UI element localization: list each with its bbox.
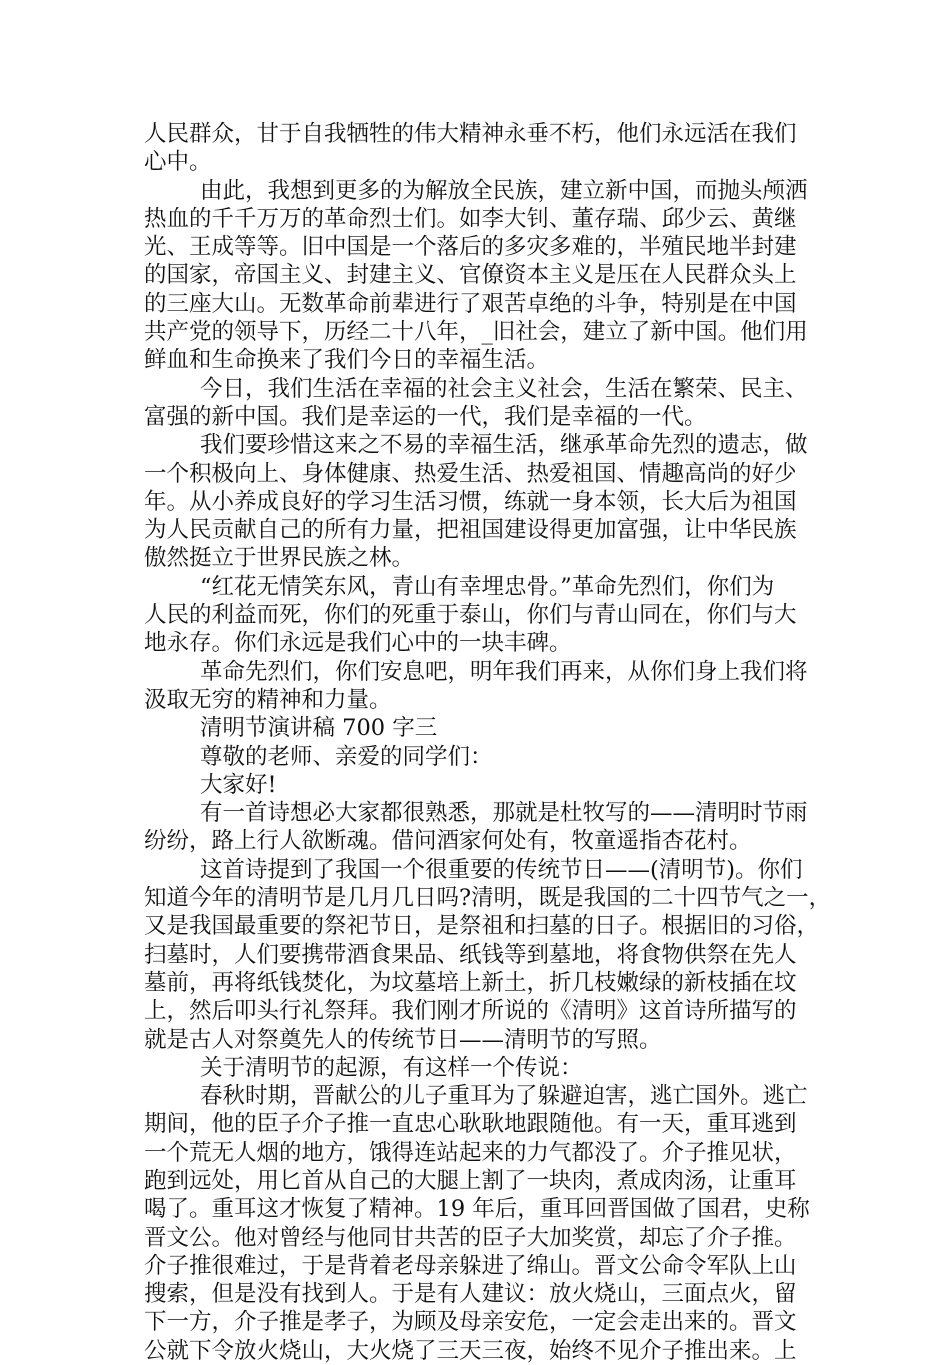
text-line: 关于清明节的起源，有这样一个传说： [200,1054,583,1081]
text-line: 革命先烈们，你们安息吧，明年我们再来，从你们身上我们将 [200,658,808,685]
text-line: 一个荒无人烟的地方，饿得连站起来的力气都没了。介子推见状， [144,1139,797,1166]
text-line: 今日，我们生活在幸福的社会主义社会，生活在繁荣、民主、 [200,375,808,402]
text-line: 富强的新中国。我们是幸运的一代，我们是幸福的一代。 [144,403,707,430]
text-line: 人民的利益而死，你们的死重于泰山，你们与青山同在，你们与大 [144,602,797,629]
text-line: 纷纷，路上行人欲断魂。借问酒家何处有，牧童遥指杏花村。 [144,828,752,855]
text-line: 一个积极向上、身体健康、热爱生活、热爱祖国、情趣高尚的好少 [144,460,797,487]
text-line: 晋文公。他对曾经与他同甘共苦的臣子大加奖赏，却忘了介子推。 [144,1224,797,1251]
text-line: 尊敬的老师、亲爱的同学们： [200,743,493,770]
text-line: 期间，他的臣子介子推一直忠心耿耿地跟随他。有一天，重耳逃到 [144,1111,797,1138]
text-line: 公就下令放火烧山，大火烧了三天三夜，始终不见介子推出来。上 [144,1337,797,1364]
text-line: 鲜血和生命换来了我们今日的幸福生活。 [144,347,550,374]
text-line: 下一方，介子推是孝子，为顾及母亲安危，一定会走出来的。晋文 [144,1309,797,1336]
text-line: 为人民贡献自己的所有力量，把祖国建设得更加富强，让中华民族 [144,517,797,544]
text-line: 跑到远处，用匕首从自己的大腿上割了一块肉，煮成肉汤，让重耳 [144,1167,797,1194]
text-line: 的三座大山。无数革命前辈进行了艰苦卓绝的斗争，特别是在中国 [144,290,797,317]
text-line: 春秋时期，晋献公的儿子重耳为了躲避迫害，逃亡国外。逃亡 [200,1083,808,1110]
text-line: 就是古人对祭奠先人的传统节日——清明节的写照。 [144,1026,662,1053]
text-line: 搜索，但是没有找到人。于是有人建议：放火烧山，三面点火，留 [144,1281,797,1308]
text-line: 介子推很难过，于是背着老母亲躲进了绵山。晋文公命令军队上山 [144,1252,797,1279]
document-body [144,120,832,1365]
text-line: 地永存。你们永远是我们心中的一块丰碑。 [144,630,572,657]
text-line: 又是我国最重要的祭祀节日，是祭祖和扫墓的日子。根据旧的习俗， [144,913,820,940]
text-line: 的国家，帝国主义、封建主义、官僚资本主义是压在人民群众头上 [144,262,797,289]
text-line: 知道今年的清明节是几月几日吗?清明，既是我国的二十四节气之一， [144,885,832,912]
text-line: 我们要珍惜这来之不易的幸福生活，继承革命先烈的遗志，做 [200,432,808,459]
text-line: 上，然后叩头行礼祭拜。我们刚才所说的《清明》这首诗所描写的 [144,998,797,1025]
text-line: 人民群众，甘于自我牺牲的伟大精神永垂不朽，他们永远活在我们 [144,121,797,147]
text-line: 有一首诗想必大家都很熟悉，那就是杜牧写的——清明时节雨 [200,800,808,827]
text-line: 心中。 [144,149,212,176]
text-line: 清明节演讲稿 700 字三 [200,715,438,742]
text-line: 热血的千千万万的革命烈士们。如李大钊、董存瑞、邱少云、黄继 [144,205,797,232]
text-line: 扫墓时，人们要携带酒食果品、纸钱等到墓地，将食物供祭在先人 [144,941,797,968]
text-line: 大家好! [200,771,277,798]
text-line: 年。从小养成良好的学习生活习惯，练就一身本领，长大后为祖国 [144,488,797,515]
text-line: 喝了。重耳这才恢复了精神。19 年后，重耳回晋国做了国君，史称 [144,1196,810,1223]
text-line: 光、王成等等。旧中国是一个落后的多灾多难的，半殖民地半封建 [144,234,797,261]
text-line: 由此，我想到更多的为解放全民族，建立新中国，而抛头颅洒 [200,177,808,204]
text-line: 汲取无穷的精神和力量。 [144,686,392,713]
text-line: “红花无情笑东风，青山有幸埋忠骨。”革命先烈们，你们为 [200,573,775,600]
text-line: 墓前，再将纸钱焚化，为坟墓培上新土，折几枝嫩绿的新枝插在坟 [144,969,797,996]
text-line: 这首诗提到了我国一个很重要的传统节日——(清明节)。你们 [200,856,803,883]
text-line: 傲然挺立于世界民族之林。 [144,545,415,572]
text-line: 共产党的领导下，历经二十八年，_旧社会，建立了新中国。他们用 [144,319,808,346]
